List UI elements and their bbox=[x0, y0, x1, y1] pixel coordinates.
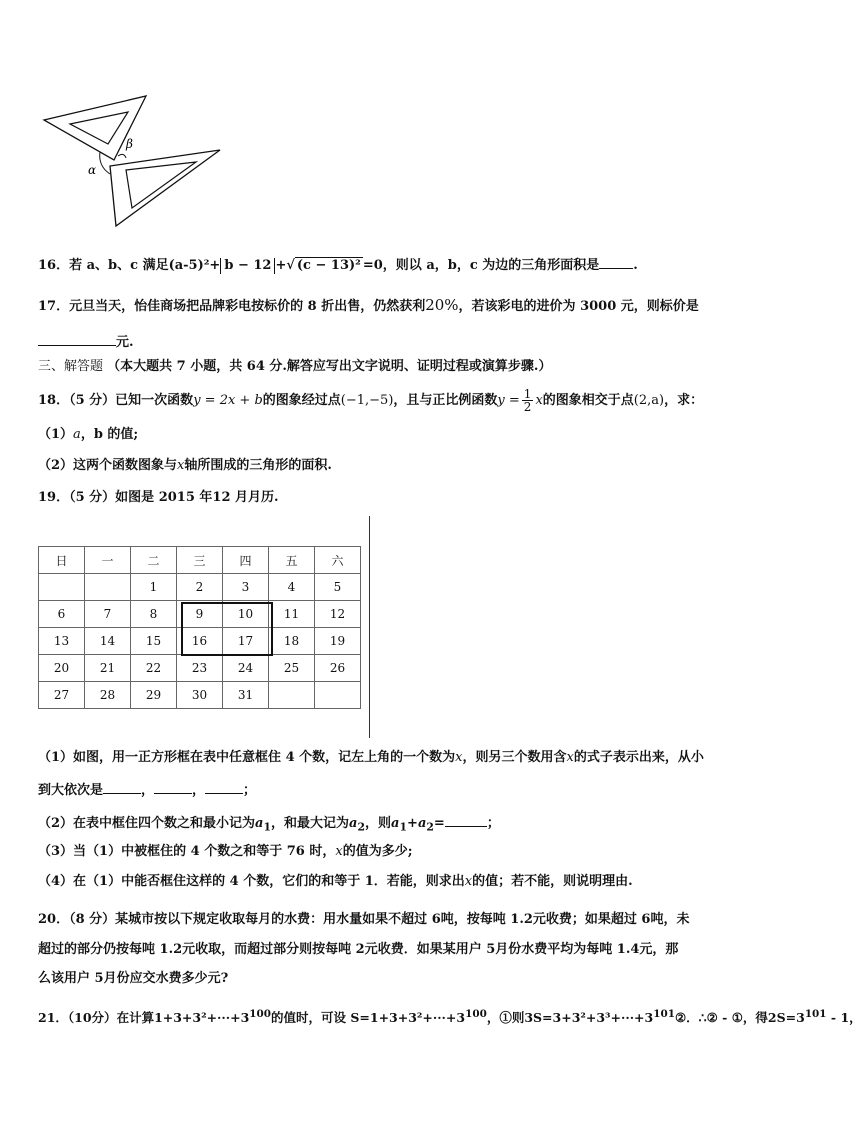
triangle-rulers-figure bbox=[38, 92, 228, 232]
abs-value: b − 12 bbox=[220, 258, 275, 274]
beta-label: β bbox=[126, 137, 133, 151]
weekday-header: 四 bbox=[223, 547, 269, 574]
calendar-header-row bbox=[39, 547, 361, 574]
calendar-cell: 10 bbox=[223, 601, 269, 628]
calendar-cell: 25 bbox=[269, 655, 315, 682]
calendar-cell: 15 bbox=[131, 628, 177, 655]
question-19-part-2: （2）在表中框住四个数之和最小记为$a_1$，和最大记为$a_2$，则$a_1+a_2=$ ； bbox=[38, 812, 500, 838]
calendar-row bbox=[39, 682, 361, 709]
calendar-cell: 20 bbox=[39, 655, 85, 682]
alpha-label: α bbox=[88, 163, 97, 177]
calendar-cell: 6 bbox=[39, 601, 85, 628]
calendar-cell: 11 bbox=[269, 601, 315, 628]
question-19-part-3: （3）当（1）中被框住的 4 个数之和等于 76 时，x的值为多少; bbox=[38, 844, 413, 859]
question-19-part-1-cont: 到大依次是 ， ， ； bbox=[38, 779, 256, 801]
weekday-header: 日 bbox=[39, 547, 85, 574]
calendar-cell: 26 bbox=[315, 655, 361, 682]
question-18-part-1: （1）a，b 的值; bbox=[38, 427, 139, 442]
calendar-cell: 18 bbox=[269, 628, 315, 655]
weekday-header: 一 bbox=[85, 547, 131, 574]
question-20-line-3: 么该用户 5月份应交水费多少元? bbox=[38, 971, 229, 986]
question-17: 17．元旦当天，怡佳商场把品牌彩电按标价的 8 折出售，仍然获利20%，若该彩电的进价为 3000 元，则标价是 bbox=[38, 296, 699, 314]
calendar-cell: 8 bbox=[131, 601, 177, 628]
calendar-cell: 14 bbox=[85, 628, 131, 655]
calendar-cell: 24 bbox=[223, 655, 269, 682]
answer-blank bbox=[599, 254, 633, 269]
calendar-row bbox=[39, 574, 361, 601]
calendar-cell bbox=[315, 682, 361, 709]
calendar-cell bbox=[39, 574, 85, 601]
calendar-cell: 17 bbox=[223, 628, 269, 655]
calendar-cell: 5 bbox=[315, 574, 361, 601]
calendar-cell bbox=[269, 682, 315, 709]
answer-blank bbox=[205, 779, 243, 794]
calendar-cell: 7 bbox=[85, 601, 131, 628]
calendar-row bbox=[39, 655, 361, 682]
fraction: $\frac{1}{2}$ bbox=[523, 387, 532, 414]
question-18: 18．（5 分）已知一次函数y = 2x + b的图象经过点(−1,−5)，且与正比例函数y = $\frac{1}{2}$ x的图象相交于点(2,a)，求： bbox=[38, 387, 704, 414]
calendar-cell: 4 bbox=[269, 574, 315, 601]
calendar-cell: 1 bbox=[131, 574, 177, 601]
calendar-cell bbox=[85, 574, 131, 601]
calendar-cell: 29 bbox=[131, 682, 177, 709]
weekday-header: 五 bbox=[269, 547, 315, 574]
calendar-cell: 31 bbox=[223, 682, 269, 709]
answer-blank bbox=[154, 779, 192, 794]
question-19-part-1: （1）如图，用一正方形框在表中任意框住 4 个数，记左上角的一个数为x，则另三个数用含x的式子表示出来，从小 bbox=[38, 750, 704, 765]
calendar-table bbox=[38, 546, 361, 709]
calendar-cell: 3 bbox=[223, 574, 269, 601]
calendar-cell: 30 bbox=[177, 682, 223, 709]
calendar-cell: 16 bbox=[177, 628, 223, 655]
calendar-cell: 2 bbox=[177, 574, 223, 601]
calendar-cell: 22 bbox=[131, 655, 177, 682]
calendar-cell: 28 bbox=[85, 682, 131, 709]
sqrt-expression: (c − 13)² bbox=[296, 258, 361, 273]
calendar-cell: 13 bbox=[39, 628, 85, 655]
weekday-header: 三 bbox=[177, 547, 223, 574]
question-19-part-4: （4）在（1）中能否框住这样的 4 个数，它们的和等于 1．若能，则求出x的值；若不能，则说明理由. bbox=[38, 874, 633, 889]
question-17-cont: 元. bbox=[38, 331, 134, 353]
calendar-cell: 9 bbox=[177, 601, 223, 628]
calendar-row bbox=[39, 628, 361, 655]
question-16: 16．若 a、b、c 满足(a-5)²+ b − 12 +√ (c − 13)² =0，则以 a，b，c 为边的三角形面积是 . bbox=[38, 254, 638, 276]
divider-line bbox=[369, 516, 370, 738]
answer-blank bbox=[103, 779, 141, 794]
question-20-line-2: 超过的部分仍按每吨 1.2元收取，而超过部分则按每吨 2元收费．如果某用户 5月份水费平均为每吨 1.4元，那 bbox=[38, 942, 679, 957]
question-21: 21．（10分）在计算$1+3+3^2+\cdot\cdot\cdot+3^{100}$的值时，可设 $S=1+3+3^2+\cdot\cdot\cdot+3^{100}$，①则$3S=3+3^2+3^3+\cdot\cdot\cdot+3^{101}②$．∴② - ①，得$2S=3^{101} - 1$， bbox=[38, 1008, 862, 1026]
weekday-header: 六 bbox=[315, 547, 361, 574]
question-20: 20．（8 分）某城市按以下规定收取每月的水费：用水量如果不超过 6吨，按每吨 1.2元收费；如果超过 6吨，未 bbox=[38, 912, 690, 927]
calendar-cell: 27 bbox=[39, 682, 85, 709]
question-19: 19．（5 分）如图是 2015 年12 月月历. bbox=[38, 490, 279, 505]
question-18-part-2: （2）这两个函数图象与x轴所围成的三角形的面积. bbox=[38, 458, 332, 473]
answer-blank bbox=[38, 331, 116, 346]
calendar-cell: 12 bbox=[315, 601, 361, 628]
section-3-heading: 三、解答题 （本大题共 7 小题，共 64 分.解答应写出文字说明、证明过程或演算步骤.） bbox=[38, 359, 552, 374]
weekday-header: 二 bbox=[131, 547, 177, 574]
answer-blank bbox=[445, 812, 487, 827]
calendar-cell: 21 bbox=[85, 655, 131, 682]
calendar-cell: 19 bbox=[315, 628, 361, 655]
calendar-cell: 23 bbox=[177, 655, 223, 682]
calendar-row bbox=[39, 601, 361, 628]
